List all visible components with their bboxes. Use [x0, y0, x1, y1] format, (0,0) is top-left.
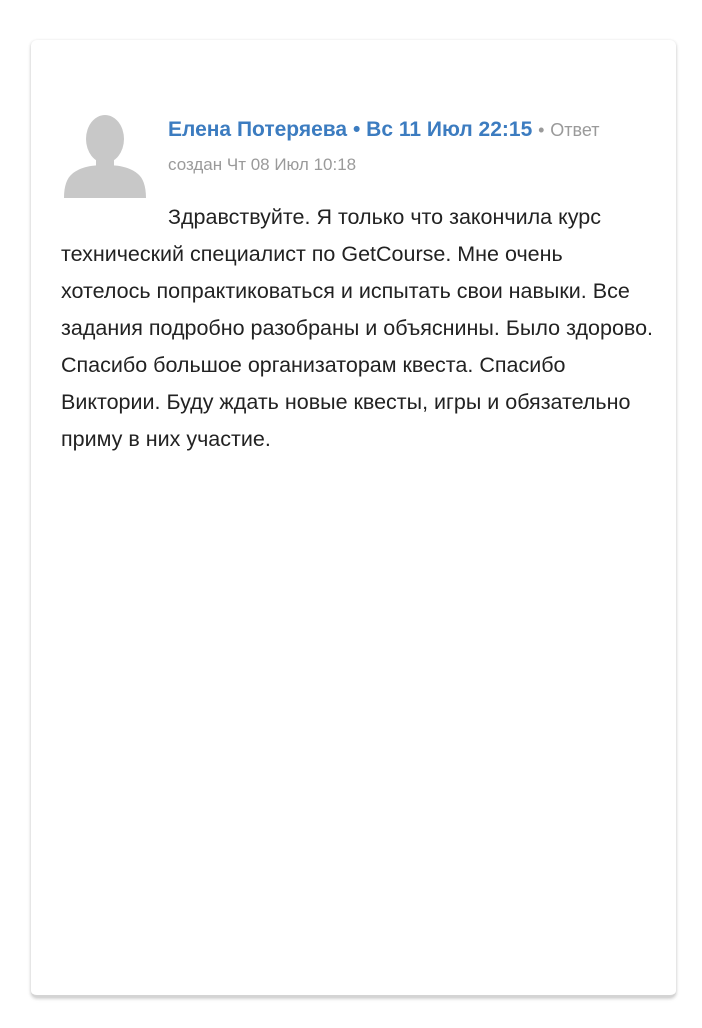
separator-dot-light: • — [538, 120, 545, 140]
author-name[interactable]: Елена Потеряева — [168, 118, 348, 141]
comment-body: Здравствуйте. Я только что закончила курс технический специалист по GetCourse. Мне очень хотелось попрактиковаться и испытать свои навыки. Все задания подробно разобраны и объяснины. Было здорово. Спасибо большое организаторам квеста. Спасибо Виктории. Буду ждать новые квесты, игры и обязательно приму в них участие. — [61, 205, 654, 451]
separator-dot: • — [352, 118, 361, 141]
reply-label: Ответ — [550, 120, 600, 140]
created-timestamp: создан Чт 08 Июл 10:18 — [168, 155, 357, 174]
avatar[interactable] — [64, 110, 146, 198]
comment-header — [168, 116, 600, 144]
user-silhouette-icon — [64, 110, 146, 198]
comment-date[interactable]: Вс 11 Июл 22:15 — [366, 118, 533, 141]
comment-card — [31, 40, 676, 997]
